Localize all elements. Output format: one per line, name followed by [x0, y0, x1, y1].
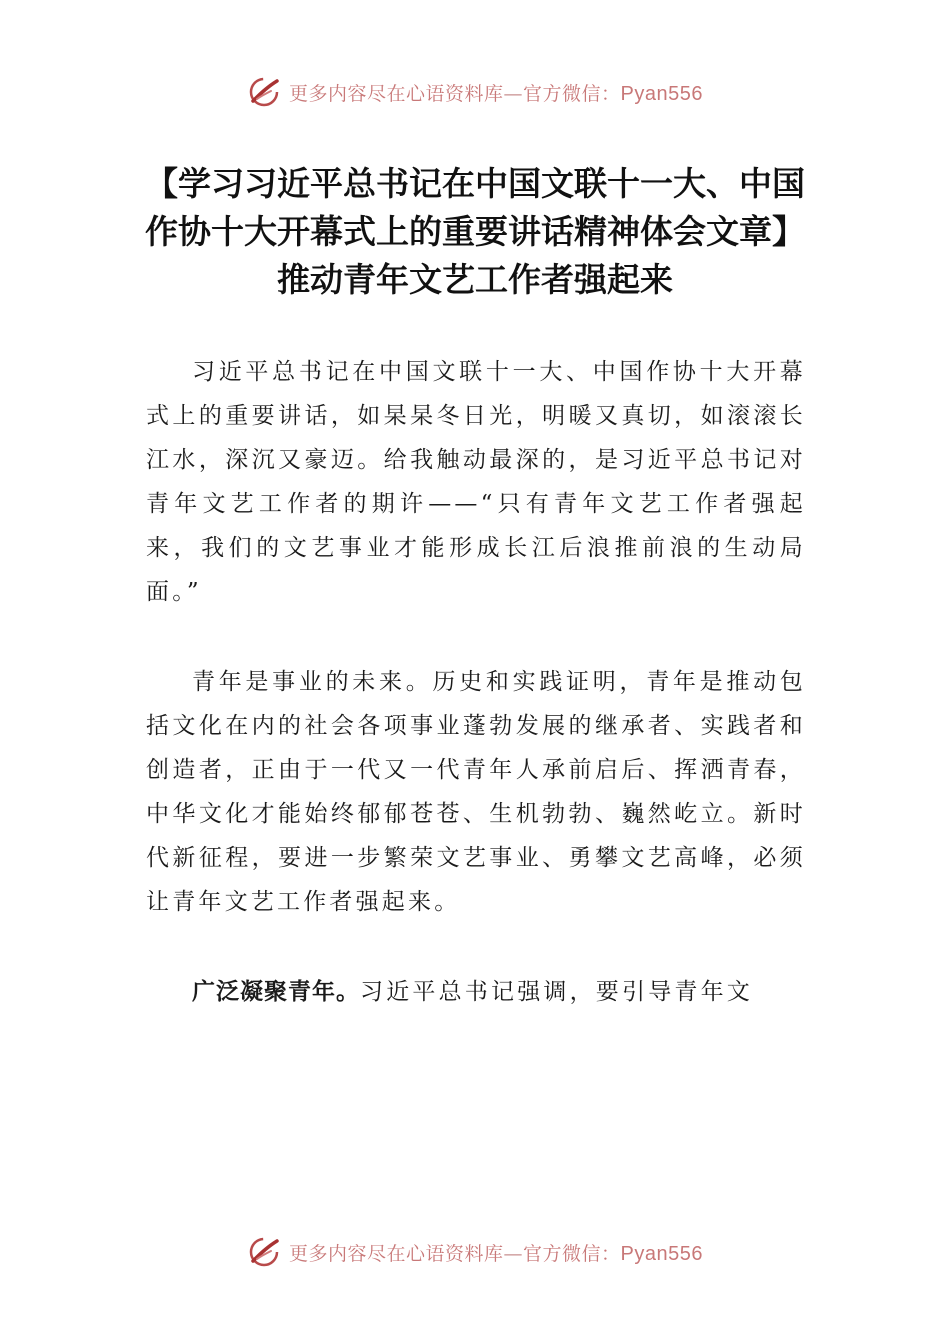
header-banner — [0, 72, 950, 112]
footer-banner-text: 更多内容尽在心语资料库—官方微信：Pyan556 — [289, 1242, 703, 1265]
brush-stroke-logo-icon — [247, 75, 281, 109]
paragraph-3-text: 习近平总书记强调，要引导青年文 — [360, 979, 753, 1005]
body-paragraph-3 — [146, 970, 806, 1014]
header-banner-text: 更多内容尽在心语资料库—官方微信：Pyan556 — [289, 82, 703, 105]
footer-banner — [0, 1232, 950, 1272]
body-paragraph-1: 习近平总书记在中国文联十一大、中国作协十大开幕式上的重要讲话，如杲杲冬日光，明暖又真切，如滚滚长江水，深沉又豪迈。给我触动最深的，是习近平总书记对青年文艺工作者的期许——“只有青年文艺工作者强起来，我们的文艺事业才能形成长江后浪推前浪的生动局面。” — [146, 359, 806, 605]
page-title: 【学习习近平总书记在中国文联十一大、中国作协十大开幕式上的重要讲话精神体会文章】推动青年文艺工作者强起来 — [145, 164, 805, 299]
paragraph-lead-heading: 广泛凝聚青年。 — [192, 979, 360, 1005]
body-paragraph-2: 青年是事业的未来。历史和实践证明，青年是推动包括文化在内的社会各项事业蓬勃发展的继承者、实践者和创造者，正由于一代又一代青年人承前启后、挥洒青春，中华文化才能始终郁郁苍苍、生机勃勃、巍然屹立。新时代新征程，要进一步繁荣文艺事业、勇攀文艺高峰，必须让青年文艺工作者强起来。 — [146, 669, 806, 915]
brush-stroke-logo-icon — [247, 1235, 281, 1269]
